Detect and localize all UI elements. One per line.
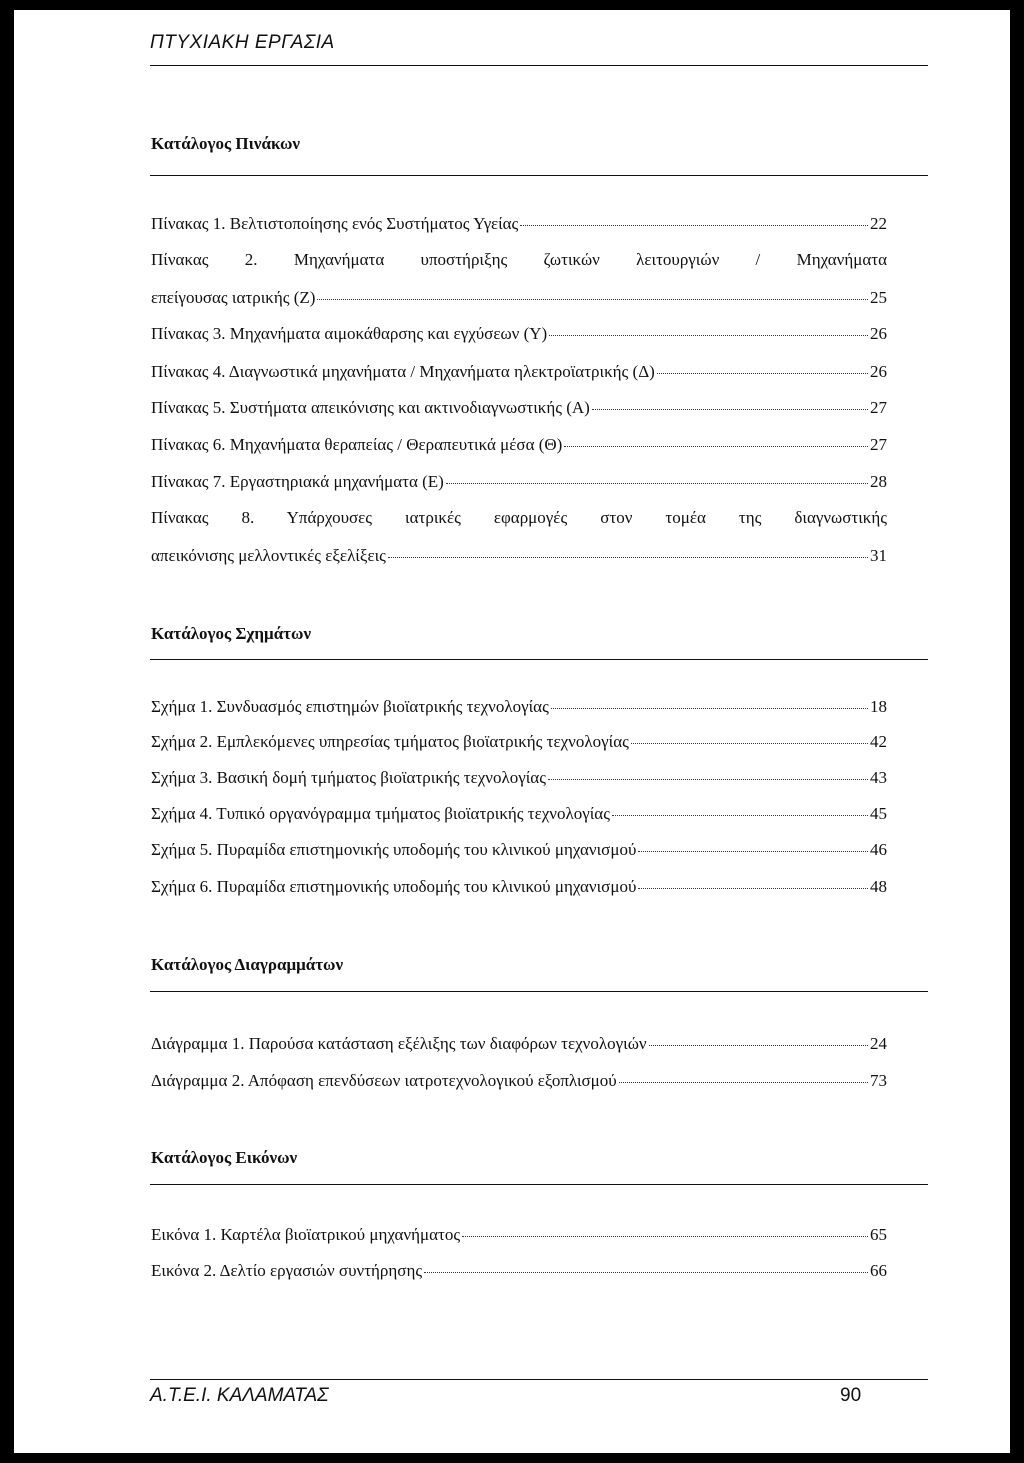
footer-page-number: 90	[840, 1385, 862, 1406]
table-entry-2-line1: Πίνακας 2. Μηχανήματα υποστήριξης ζωτικών λειτουργιών / Μηχανήματα	[151, 250, 887, 269]
dot-leader	[424, 1257, 868, 1273]
entry-label: Σχήμα 4. Τυπικό οργανόγραμμα τμήματος βιοϊατρικής τεχνολογίας	[151, 804, 610, 824]
dot-leader	[592, 394, 868, 410]
entry-label: Πίνακας 3. Μηχανήματα αιμοκάθαρσης και εγχύσεων (Υ)	[151, 324, 548, 344]
dot-leader	[317, 284, 868, 300]
figure-entry-1[interactable]	[151, 696, 887, 717]
entry-page-number: 26	[870, 362, 887, 382]
dot-leader	[551, 693, 868, 709]
entry-label: Πίνακας 1. Βελτιστοποίησης ενός Συστήματος Υγείας	[151, 214, 519, 234]
entry-label: επείγουσας ιατρικής (Ζ)	[151, 288, 316, 308]
entry-page-number: 66	[870, 1261, 887, 1281]
entry-page-number: 42	[870, 732, 887, 752]
entry-label: Πίνακας 7. Εργαστηριακά μηχανήματα (Ε)	[151, 472, 444, 492]
table-entry-8-line1: Πίνακας 8. Υπάρχουσες ιατρικές εφαρμογές στον τομέα της διαγνωστικής	[151, 508, 887, 527]
entry-label: Σχήμα 5. Πυραμίδα επιστημονικής υποδομής του κλινικού μηχανισμού	[151, 840, 637, 860]
entry-page-number: 27	[870, 398, 887, 418]
tables-section-title: Κατάλογος Πινάκων	[151, 134, 300, 153]
dot-leader	[638, 836, 868, 852]
document-page	[14, 10, 1010, 1453]
figure-entry-3[interactable]	[151, 767, 887, 788]
images-rule	[150, 1184, 928, 1185]
table-entry-7[interactable]	[151, 471, 887, 492]
entry-label: Πίνακας 4. Διαγνωστικά μηχανήματα / Μηχανήματα ηλεκτροϊατρικής (Δ)	[151, 362, 655, 382]
tables-rule	[150, 175, 928, 176]
entry-label: απεικόνισης μελλοντικές εξελίξεις	[151, 546, 386, 566]
footer-rule	[150, 1379, 928, 1380]
entry-label: Σχήμα 2. Εμπλεκόμενες υπηρεσίας τμήματος βιοϊατρικής τεχνολογίας	[151, 732, 629, 752]
dot-leader	[548, 764, 868, 780]
diagram-entry-1[interactable]	[151, 1033, 887, 1054]
entry-page-number: 48	[870, 877, 887, 897]
header-rule	[150, 65, 928, 66]
dot-leader	[564, 431, 868, 447]
entry-page-number: 43	[870, 768, 887, 788]
entry-page-number: 45	[870, 804, 887, 824]
diagrams-section-title: Κατάλογος Διαγραμμάτων	[151, 955, 344, 974]
figure-entry-6[interactable]	[151, 876, 887, 897]
entry-label: Πίνακας 5. Συστήματα απεικόνισης και ακτινοδιαγνωστικής (Α)	[151, 398, 590, 418]
entry-page-number: 24	[870, 1034, 887, 1054]
entry-page-number: 31	[870, 546, 887, 566]
entry-page-number: 22	[870, 214, 887, 234]
entry-page-number: 28	[870, 472, 887, 492]
entry-page-number: 25	[870, 288, 887, 308]
entry-page-number: 26	[870, 324, 887, 344]
entry-label: Σχήμα 6. Πυραμίδα επιστημονικής υποδομής του κλινικού μηχανισμού	[151, 877, 637, 897]
entry-page-number: 27	[870, 435, 887, 455]
dot-leader	[649, 1030, 868, 1046]
entry-page-number: 18	[870, 697, 887, 717]
entry-label: Εικόνα 2. Δελτίο εργασιών συντήρησης	[151, 1261, 423, 1281]
entry-label: Σχήμα 3. Βασική δομή τμήματος βιοϊατρικής τεχνολογίας	[151, 768, 546, 788]
dot-leader	[446, 468, 868, 484]
table-entry-5[interactable]	[151, 397, 887, 418]
figure-entry-2[interactable]	[151, 731, 887, 752]
images-section-title: Κατάλογος Εικόνων	[151, 1148, 298, 1167]
dot-leader	[638, 873, 868, 889]
figure-entry-5[interactable]	[151, 839, 887, 860]
dot-leader	[388, 542, 868, 558]
image-entry-2[interactable]	[151, 1260, 887, 1281]
table-entry-4[interactable]	[151, 361, 887, 382]
dot-leader	[657, 358, 868, 374]
entry-page-number: 46	[870, 840, 887, 860]
table-entry-1[interactable]	[151, 213, 887, 234]
entry-page-number: 65	[870, 1225, 887, 1245]
entry-label: Διάγραμμα 2. Απόφαση επενδύσεων ιατροτεχνολογικού εξοπλισμού	[151, 1071, 617, 1091]
dot-leader	[612, 800, 868, 816]
dot-leader	[520, 210, 868, 226]
entry-label: Πίνακας 6. Μηχανήματα θεραπείας / Θεραπευτικά μέσα (Θ)	[151, 435, 563, 455]
dot-leader	[619, 1067, 868, 1083]
figures-rule	[150, 659, 928, 660]
figure-entry-4[interactable]	[151, 803, 887, 824]
dot-leader	[631, 728, 868, 744]
dot-leader	[549, 320, 868, 336]
table-entry-8[interactable]	[151, 545, 887, 566]
table-entry-2[interactable]	[151, 287, 887, 308]
running-header: ΠΤΥΧΙΑΚΗ ΕΡΓΑΣΙΑ	[150, 32, 335, 53]
footer-institution: Α.Τ.Ε.Ι. ΚΑΛΑΜΑΤΑΣ	[150, 1385, 329, 1406]
diagram-entry-2[interactable]	[151, 1070, 887, 1091]
dot-leader	[462, 1221, 868, 1237]
diagrams-rule	[150, 991, 928, 992]
entry-label: Διάγραμμα 1. Παρούσα κατάσταση εξέλιξης των διαφόρων τεχνολογιών	[151, 1034, 647, 1054]
figures-section-title: Κατάλογος Σχημάτων	[151, 624, 312, 643]
table-entry-6[interactable]	[151, 434, 887, 455]
image-entry-1[interactable]	[151, 1224, 887, 1245]
entry-label: Εικόνα 1. Καρτέλα βιοϊατρικού μηχανήματος	[151, 1225, 461, 1245]
entry-page-number: 73	[870, 1071, 887, 1091]
entry-label: Σχήμα 1. Συνδυασμός επιστημών βιοϊατρικής τεχνολογίας	[151, 697, 549, 717]
table-entry-3[interactable]	[151, 323, 887, 344]
